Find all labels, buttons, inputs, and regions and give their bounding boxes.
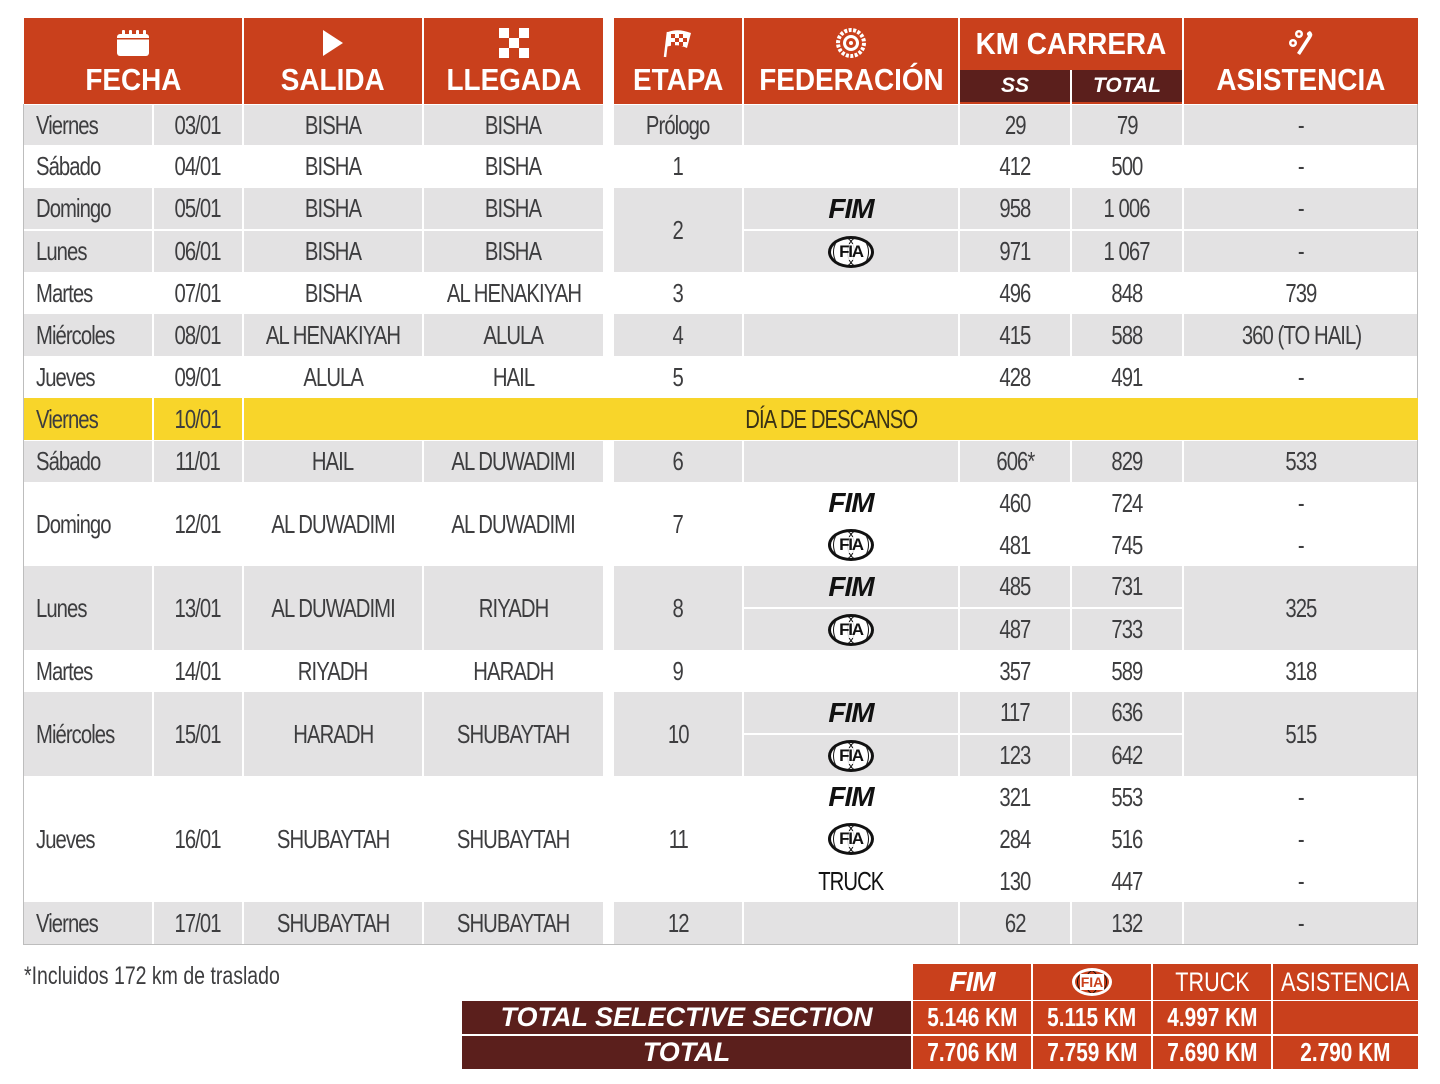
cell-day: Sábado [36, 151, 101, 181]
cell-llegada: HARADH [473, 655, 554, 686]
header-fecha [24, 18, 242, 104]
header-salida [244, 18, 422, 104]
cell-day: Jueves [36, 361, 95, 392]
cell-ss: 130 [999, 865, 1031, 896]
cell-llegada: SHUBAYTAH [457, 718, 570, 749]
summary-header-asistencia: ASISTENCIA [1273, 964, 1418, 1000]
cell-asistencia: 739 [1285, 277, 1317, 308]
summary-total-truck: 7.690 KM [1153, 1036, 1271, 1069]
cell-ss: 117 [1000, 697, 1030, 727]
cell-llegada: BISHA [485, 236, 542, 266]
cell-ss: 496 [999, 277, 1031, 308]
summary-header-fim [913, 964, 1031, 1000]
fim-logo: FIM [828, 487, 874, 518]
cell-total: 636 [1111, 697, 1143, 727]
fim-logo: FIM [828, 781, 874, 812]
header-total [1072, 70, 1182, 102]
cell-salida: BISHA [304, 109, 362, 140]
cell-day: Viernes [36, 907, 98, 938]
cell-ss: 123 [999, 740, 1031, 770]
checkered-square-icon [499, 28, 529, 58]
cell-etapa: 3 [672, 277, 684, 308]
cell-salida: BISHA [304, 193, 362, 223]
truck-label: TRUCK [818, 865, 884, 896]
cell-ss: 481 [999, 529, 1031, 560]
cell-ss: 485 [999, 571, 1031, 601]
cell-asistencia: - [1298, 109, 1304, 140]
cell-ss: 284 [999, 823, 1031, 854]
table-bottom-border [23, 944, 1418, 945]
cell-llegada: BISHA [485, 193, 542, 223]
rest-day-label: DÍA DE DESCANSO [745, 403, 917, 434]
cell-total: 553 [1111, 781, 1143, 812]
cell-date: 11/01 [175, 446, 221, 476]
cell-date: 15/01 [174, 718, 222, 749]
cell-asistencia: 533 [1285, 446, 1317, 476]
summary-label-selective: TOTAL SELECTIVE SECTION [462, 1001, 911, 1034]
cell-total: 491 [1111, 361, 1143, 392]
play-icon [321, 28, 345, 58]
cell-etapa: 11 [668, 823, 688, 854]
cell-total: 724 [1111, 487, 1143, 518]
cell-etapa: 12 [667, 907, 689, 938]
summary-total-fia: 7.759 KM [1033, 1036, 1151, 1069]
cell-salida: ALULA [303, 361, 363, 392]
cell-total: 1 006 [1103, 193, 1151, 223]
cell-etapa: 5 [672, 361, 684, 392]
cell-ss: 412 [999, 151, 1031, 181]
summary-header-truck: TRUCK [1153, 964, 1271, 1000]
cell-asistencia: - [1298, 865, 1304, 896]
cell-asistencia: - [1298, 823, 1304, 854]
header-etapa-label: ETAPA [632, 62, 724, 97]
cell-etapa: Prólogo [646, 109, 710, 140]
summary-total-asistencia: 2.790 KM [1273, 1036, 1418, 1069]
cell-date: 17/01 [174, 907, 222, 938]
cell-salida: RIYADH [298, 655, 368, 686]
cell-salida: AL HENAKIYAH [265, 319, 401, 350]
gap-separator [603, 18, 614, 944]
cell-date: 03/01 [174, 109, 222, 140]
cell-llegada: AL DUWADIMI [451, 446, 576, 476]
cell-asistencia: 360 (TO HAIL) [1241, 319, 1361, 350]
cell-total: 731 [1111, 571, 1143, 601]
cell-llegada: BISHA [485, 151, 542, 181]
cell-day: Miércoles [36, 718, 115, 749]
cell-day: Jueves [36, 823, 95, 854]
fia-logo: FIA [744, 524, 958, 566]
cell-salida: BISHA [304, 277, 362, 308]
cell-date: 09/01 [174, 361, 222, 392]
cell-etapa: 1 [672, 151, 684, 181]
summary-total-fim: 7.706 KM [913, 1036, 1031, 1069]
cell-ss: 357 [999, 655, 1031, 686]
header-etapa [614, 18, 742, 104]
cell-asistencia: - [1298, 529, 1304, 560]
wheel-icon [836, 28, 866, 58]
cell-day: Lunes [36, 592, 87, 623]
cell-date: 07/01 [174, 277, 222, 308]
cell-day: Viernes [36, 109, 98, 140]
cell-etapa: 4 [672, 319, 684, 350]
summary-selective-asistencia [1273, 1001, 1418, 1034]
cell-salida: AL DUWADIMI [271, 508, 395, 539]
header-salida-label: SALIDA [281, 62, 385, 97]
cell-total: 829 [1111, 446, 1143, 476]
fia-logo: FIA [744, 735, 958, 776]
cell-asistencia: - [1298, 151, 1304, 181]
cell-salida: HAIL [312, 446, 354, 476]
cell-ss: 428 [999, 361, 1031, 392]
cell-ss: 487 [999, 614, 1031, 644]
cell-total: 1 067 [1103, 236, 1151, 266]
cell-salida: SHUBAYTAH [276, 907, 390, 938]
cell-total: 500 [1111, 151, 1143, 181]
fia-logo: FIA [1072, 968, 1112, 996]
cell-llegada: AL DUWADIMI [451, 508, 576, 539]
header-km-carrera-label: KM CARRERA [975, 26, 1167, 61]
cell-day: Domingo [36, 193, 111, 223]
cell-asistencia: - [1298, 236, 1304, 266]
cell-salida: BISHA [304, 236, 362, 266]
cell-ss: 62 [1004, 907, 1026, 938]
header-fecha-label: FECHA [84, 62, 182, 97]
cell-day: Viernes [36, 403, 98, 434]
cell-llegada: SHUBAYTAH [457, 823, 570, 854]
cell-asistencia: 515 [1285, 718, 1317, 749]
header-asistencia-label: ASISTENCIA [1216, 62, 1386, 97]
fia-logo: FIA [744, 231, 958, 272]
summary-selective-fim: 5.146 KM [913, 1001, 1031, 1034]
cell-ss: 971 [999, 236, 1031, 266]
cell-ss: 321 [999, 781, 1031, 812]
fim-logo: FIM [949, 966, 995, 997]
cell-etapa: 8 [672, 592, 684, 623]
header-llegada-label: LLEGADA [446, 62, 581, 97]
cell-total: 132 [1111, 907, 1143, 938]
cell-date: 16/01 [174, 823, 222, 854]
cell-etapa: 10 [667, 718, 689, 749]
cell-total: 79 [1116, 109, 1138, 140]
fia-logo: FIA [744, 609, 958, 650]
fim-logo: FIM [828, 696, 874, 728]
cell-etapa: 2 [672, 214, 684, 245]
calendar-icon [116, 28, 150, 58]
header-ss [960, 70, 1070, 102]
header-ss-label: SS [1000, 74, 1029, 97]
cell-day: Domingo [36, 508, 111, 539]
cell-ss: 415 [999, 319, 1031, 350]
cell-date: 14/01 [174, 655, 222, 686]
cell-salida: AL DUWADIMI [271, 592, 395, 623]
cell-ss: 606* [995, 446, 1034, 476]
header-total-label: TOTAL [1092, 74, 1162, 97]
summary-selective-truck: 4.997 KM [1153, 1001, 1271, 1034]
cell-day: Sábado [36, 446, 101, 476]
header-federacion [744, 18, 958, 104]
cell-total: 642 [1111, 740, 1143, 770]
fim-logo: FIM [828, 570, 874, 602]
cell-llegada: SHUBAYTAH [457, 907, 570, 938]
cell-total: 447 [1111, 865, 1143, 896]
cell-llegada: RIYADH [478, 592, 549, 623]
cell-etapa: 6 [672, 446, 684, 476]
header-km-carrera [960, 18, 1182, 70]
cell-date: 05/01 [174, 193, 222, 223]
cell-total: 848 [1111, 277, 1143, 308]
cell-salida: BISHA [304, 151, 362, 181]
summary-selective-fia: 5.115 KM [1033, 1001, 1151, 1034]
cell-total: 516 [1111, 823, 1143, 854]
cell-day: Miércoles [36, 319, 115, 350]
cell-asistencia: - [1298, 487, 1304, 518]
cell-total: 733 [1111, 614, 1143, 644]
footnote: *Incluidos 172 km de traslado [24, 962, 280, 990]
cell-asistencia: - [1298, 361, 1304, 392]
cell-salida: HARADH [292, 718, 374, 749]
cell-date: 13/01 [174, 592, 222, 623]
cell-date: 06/01 [174, 236, 222, 266]
header-llegada [424, 18, 603, 104]
cell-day: Lunes [36, 236, 87, 266]
cell-ss: 460 [999, 487, 1031, 518]
cell-day: Martes [36, 277, 93, 308]
cell-asistencia: 318 [1285, 655, 1317, 686]
cell-salida: SHUBAYTAH [276, 823, 390, 854]
cell-asistencia: 325 [1285, 592, 1317, 623]
cell-total: 589 [1111, 655, 1143, 686]
cell-date: 12/01 [174, 508, 222, 539]
cell-date: 08/01 [174, 319, 222, 350]
cell-ss: 29 [1004, 109, 1026, 140]
cell-asistencia: - [1298, 781, 1304, 812]
cell-llegada: AL HENAKIYAH [446, 277, 581, 308]
cell-asistencia: - [1298, 193, 1304, 223]
cell-asistencia: - [1298, 907, 1304, 938]
cell-etapa: 7 [672, 508, 684, 539]
fim-logo: FIM [828, 192, 874, 224]
cell-total: 588 [1111, 319, 1143, 350]
summary-header-fia [1033, 964, 1151, 1000]
cell-total: 745 [1111, 529, 1143, 560]
cell-date: 04/01 [174, 151, 222, 181]
header-asistencia [1184, 18, 1418, 104]
gear-wrench-icon [1286, 28, 1316, 58]
cell-day: Martes [36, 655, 93, 686]
cell-etapa: 9 [672, 655, 684, 686]
fia-logo: FIA [744, 818, 958, 860]
cell-ss: 958 [999, 193, 1031, 223]
summary-label-total: TOTAL [462, 1036, 911, 1069]
cell-llegada: BISHA [485, 109, 542, 140]
cell-llegada: HAIL [492, 361, 535, 392]
checkered-flag-icon [663, 28, 693, 58]
header-federacion-label: FEDERACIÓN [758, 62, 944, 97]
cell-llegada: ALULA [483, 319, 544, 350]
cell-date: 10/01 [174, 403, 222, 434]
